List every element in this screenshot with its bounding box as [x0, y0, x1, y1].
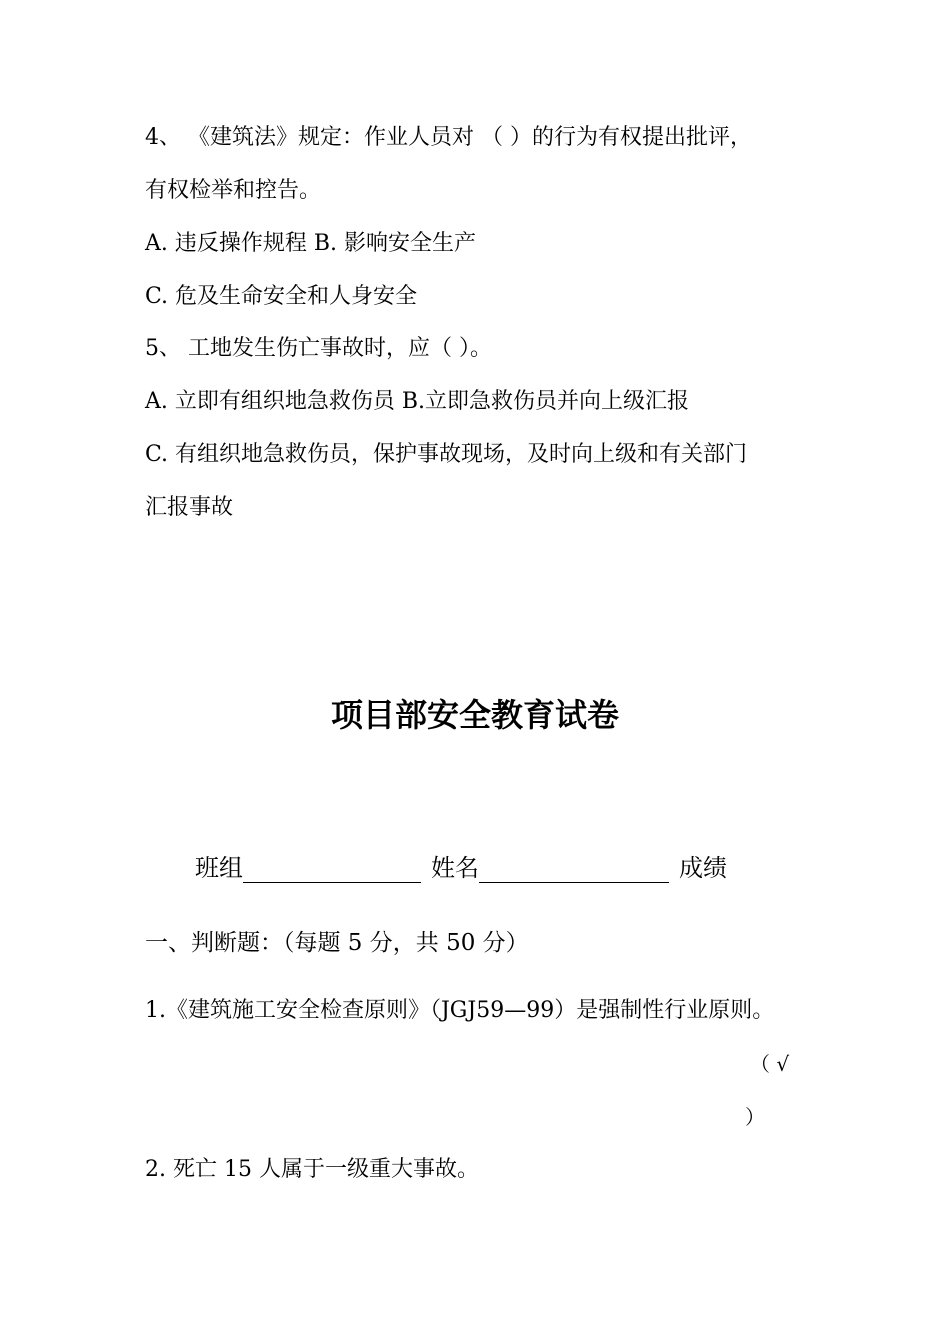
name-blank[interactable]	[479, 856, 669, 883]
exam-title: 项目部安全教育试卷	[330, 696, 619, 734]
q5-options-a-b: A. 立即有组织地急救伤员 B.立即急救伤员并向上级汇报	[145, 389, 690, 414]
q4-line-1: 4、 《建筑法》规定：作业人员对 （ ）的行为有权提出批评，	[145, 125, 752, 150]
q4-line-2: 有权检举和控告。	[145, 178, 322, 203]
tf-question-1-answer-open: （ √	[750, 1052, 790, 1076]
q5-option-c-line-1: C. 有组织地急救伤员，保护事故现场，及时向上级和有关部门	[145, 442, 748, 467]
name-label: 姓名	[431, 854, 479, 882]
score-label: 成绩	[679, 854, 727, 882]
group-label: 班组	[195, 854, 243, 882]
tf-question-2: 2. 死亡 15 人属于一级重大事故。	[145, 1157, 479, 1182]
q4-option-c: C. 危及生命安全和人身安全	[145, 284, 418, 309]
q5-option-c-line-2: 汇报事故	[145, 495, 234, 520]
tf-question-1-answer-close: ）	[745, 1105, 765, 1129]
tf-question-1: 1.《建筑施工安全检查原则》（JGJ59—99）是强制性行业原则。	[145, 998, 775, 1023]
q5-line-1: 5、 工地发生伤亡事故时，应（ ）。	[145, 336, 492, 361]
exam-info-row	[195, 848, 727, 883]
group-blank[interactable]	[243, 856, 421, 883]
q4-options-a-b: A. 违反操作规程 B. 影响安全生产	[145, 231, 477, 256]
section-1-heading: 一、判断题：（每题 5 分，共 50 分）	[145, 930, 529, 956]
